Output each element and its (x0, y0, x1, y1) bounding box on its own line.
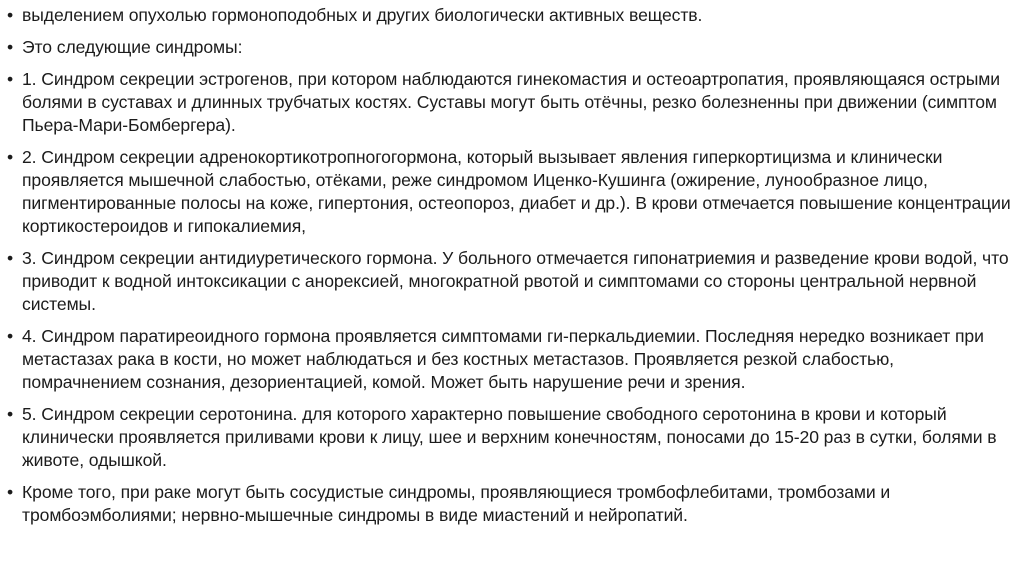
list-item (6, 68, 1014, 137)
bullet-icon: • (7, 482, 14, 502)
list-item (6, 325, 1014, 394)
list-item (6, 4, 1014, 27)
bullet-text: выделением опухолью гормоноподобных и других биологически активных веществ. (22, 5, 703, 25)
list-item (6, 247, 1014, 316)
bullet-icon: • (7, 5, 14, 25)
bullet-text: 3. Синдром секреции антидиуретического гормона. У больного отмечается гипонатриемия и разведение крови водой, что приводит к водной интоксикации с анорексией, многократной рвотой и симптомами со стороны центральной нервной системы. (22, 248, 1009, 314)
bullet-list (6, 4, 1014, 527)
bullet-text: 2. Синдром секреции адренокортикотропногогормона, который вызывает явления гиперкортицизма и клинически проявляется мышечной слабостью, отёками, реже синдромом Иценко-Кушинга (ожирение, лунообразное лицо, пигментированные полосы на коже, гипертония, остеопороз, диабет и др.). В крови отмечается повышение концентрации кортикостероидов и гипокалиемия, (22, 147, 1011, 236)
bullet-icon: • (7, 404, 14, 424)
bullet-text: 1. Синдром секреции эстрогенов, при котором наблюдаются гинекомастия и остеоартропатия, проявляющаяся острыми болями в суставах и длинных трубчатых костях. Суставы могут быть отёчны, резко болезненны при движении (симптом Пьера-Мари-Бомбергера). (22, 69, 1000, 135)
list-item (6, 403, 1014, 472)
bullet-text: 5. Синдром секреции серотонина. для которого характерно повышение свободного серотонина в крови и который клинически проявляется приливами крови к лицу, шее и верхним конечностям, поносами до 15-20 раз в сутки, болями в животе, одышкой. (22, 404, 997, 470)
list-item (6, 481, 1014, 527)
bullet-icon: • (7, 248, 14, 268)
bullet-icon: • (7, 37, 14, 57)
bullet-text: 4. Синдром паратиреоидного гормона проявляется симптомами ги-перкальдиемии. Последняя нередко возникает при метастазах рака в кости, но может наблюдаться и без костных метастазов. Проявляется резкой слабостью, помрачнением сознания, дезориентацией, комой. Может быть нарушение речи и зрения. (22, 326, 984, 392)
list-item (6, 36, 1014, 59)
bullet-icon: • (7, 69, 14, 89)
bullet-text: Кроме того, при раке могут быть сосудистые синдромы, проявляющиеся тромбофлебитами, тромбозами и тромбоэмболиями; нервно-мышечные синдромы в виде миастений и нейропатий. (22, 482, 891, 525)
bullet-text: Это следующие синдромы: (22, 37, 243, 57)
bullet-icon: • (7, 147, 14, 167)
bullet-icon: • (7, 326, 14, 346)
list-item (6, 146, 1014, 238)
